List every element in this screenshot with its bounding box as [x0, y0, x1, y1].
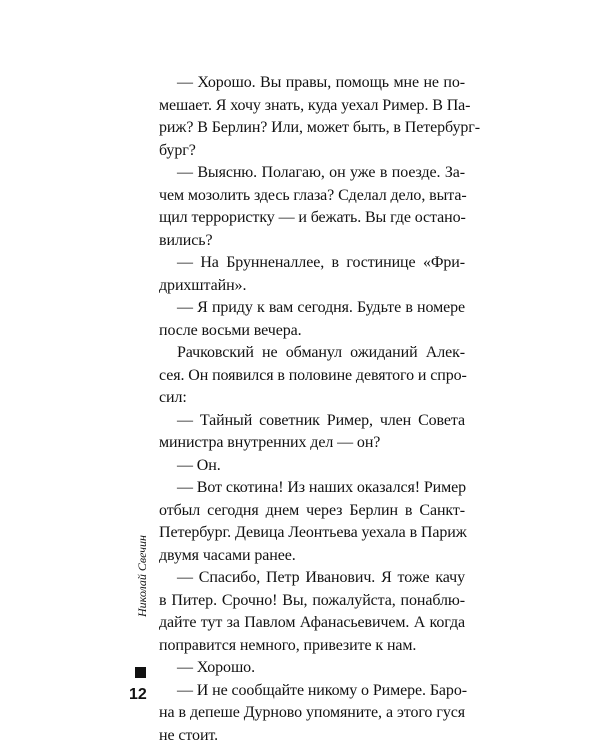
running-author: Николай Свечин	[135, 535, 149, 617]
text-line: — Спасибо, Петр Иванович. Я тоже качу	[177, 569, 465, 586]
text-line: дайте тут за Павлом Афанасьевичем. А когда	[159, 614, 465, 631]
page-number: 12	[129, 686, 147, 703]
page-text	[159, 72, 480, 747]
text-line: бург?	[159, 141, 196, 159]
text-line: риж? В Берлин? Или, может быть, в Петербург-	[159, 119, 480, 136]
text-line: — Вот скотина! Из наших оказался! Ример	[177, 479, 467, 496]
text-line: — Выясню. Полагаю, он уже в поезде. За-	[177, 164, 465, 181]
text-line: — Хорошо. Вы правы, помощь мне не по-	[177, 74, 465, 91]
text-line: — Хорошо.	[177, 659, 255, 676]
text-line: — Он.	[177, 456, 221, 474]
text-line: после восьми вечера.	[159, 321, 302, 339]
text-line: в Питер. Срочно! Вы, пожалуйста, понаблю-	[159, 591, 465, 609]
text-line: мешает. Я хочу знать, куда уехал Ример. В Па-	[159, 96, 471, 114]
text-line: — Тайный советник Ример, член Совета	[177, 411, 465, 429]
text-line: министра внутренних дел — он?	[159, 434, 381, 451]
text-line: щил террористку — и бежать. Вы где остано-	[159, 209, 466, 226]
text-line: чем мозолить здесь глаза? Сделал дело, выта-	[159, 186, 467, 204]
text-line: — И не сообщайте никому о Римере. Баро-	[177, 681, 467, 699]
text-line: — На Брунненаллее, в гостинице «Фри-	[177, 254, 465, 271]
text-line: — Я приду к вам сегодня. Будьте в номере	[177, 299, 465, 316]
text-line: двумя часами ранее.	[159, 546, 296, 564]
text-line: на в депеше Дурново упомяните, а этого гуся	[159, 704, 465, 721]
footer-square-mark	[135, 667, 146, 678]
text-line: не стоит.	[159, 726, 218, 744]
text-line: сил:	[159, 389, 187, 406]
text-line: поправится немного, привезите к нам.	[159, 636, 417, 654]
text-line: сея. Он появился в половине девятого и спро-	[159, 366, 467, 384]
text-line: Рачковский не обманул ожиданий Алек-	[177, 344, 465, 361]
text-line: отбыл сегодня днем через Берлин в Санкт-	[159, 501, 465, 519]
text-line: Петербург. Девица Леонтьева уехала в Париж	[159, 524, 467, 541]
text-line: дрихштайн».	[159, 276, 247, 294]
text-line: вились?	[159, 231, 213, 249]
